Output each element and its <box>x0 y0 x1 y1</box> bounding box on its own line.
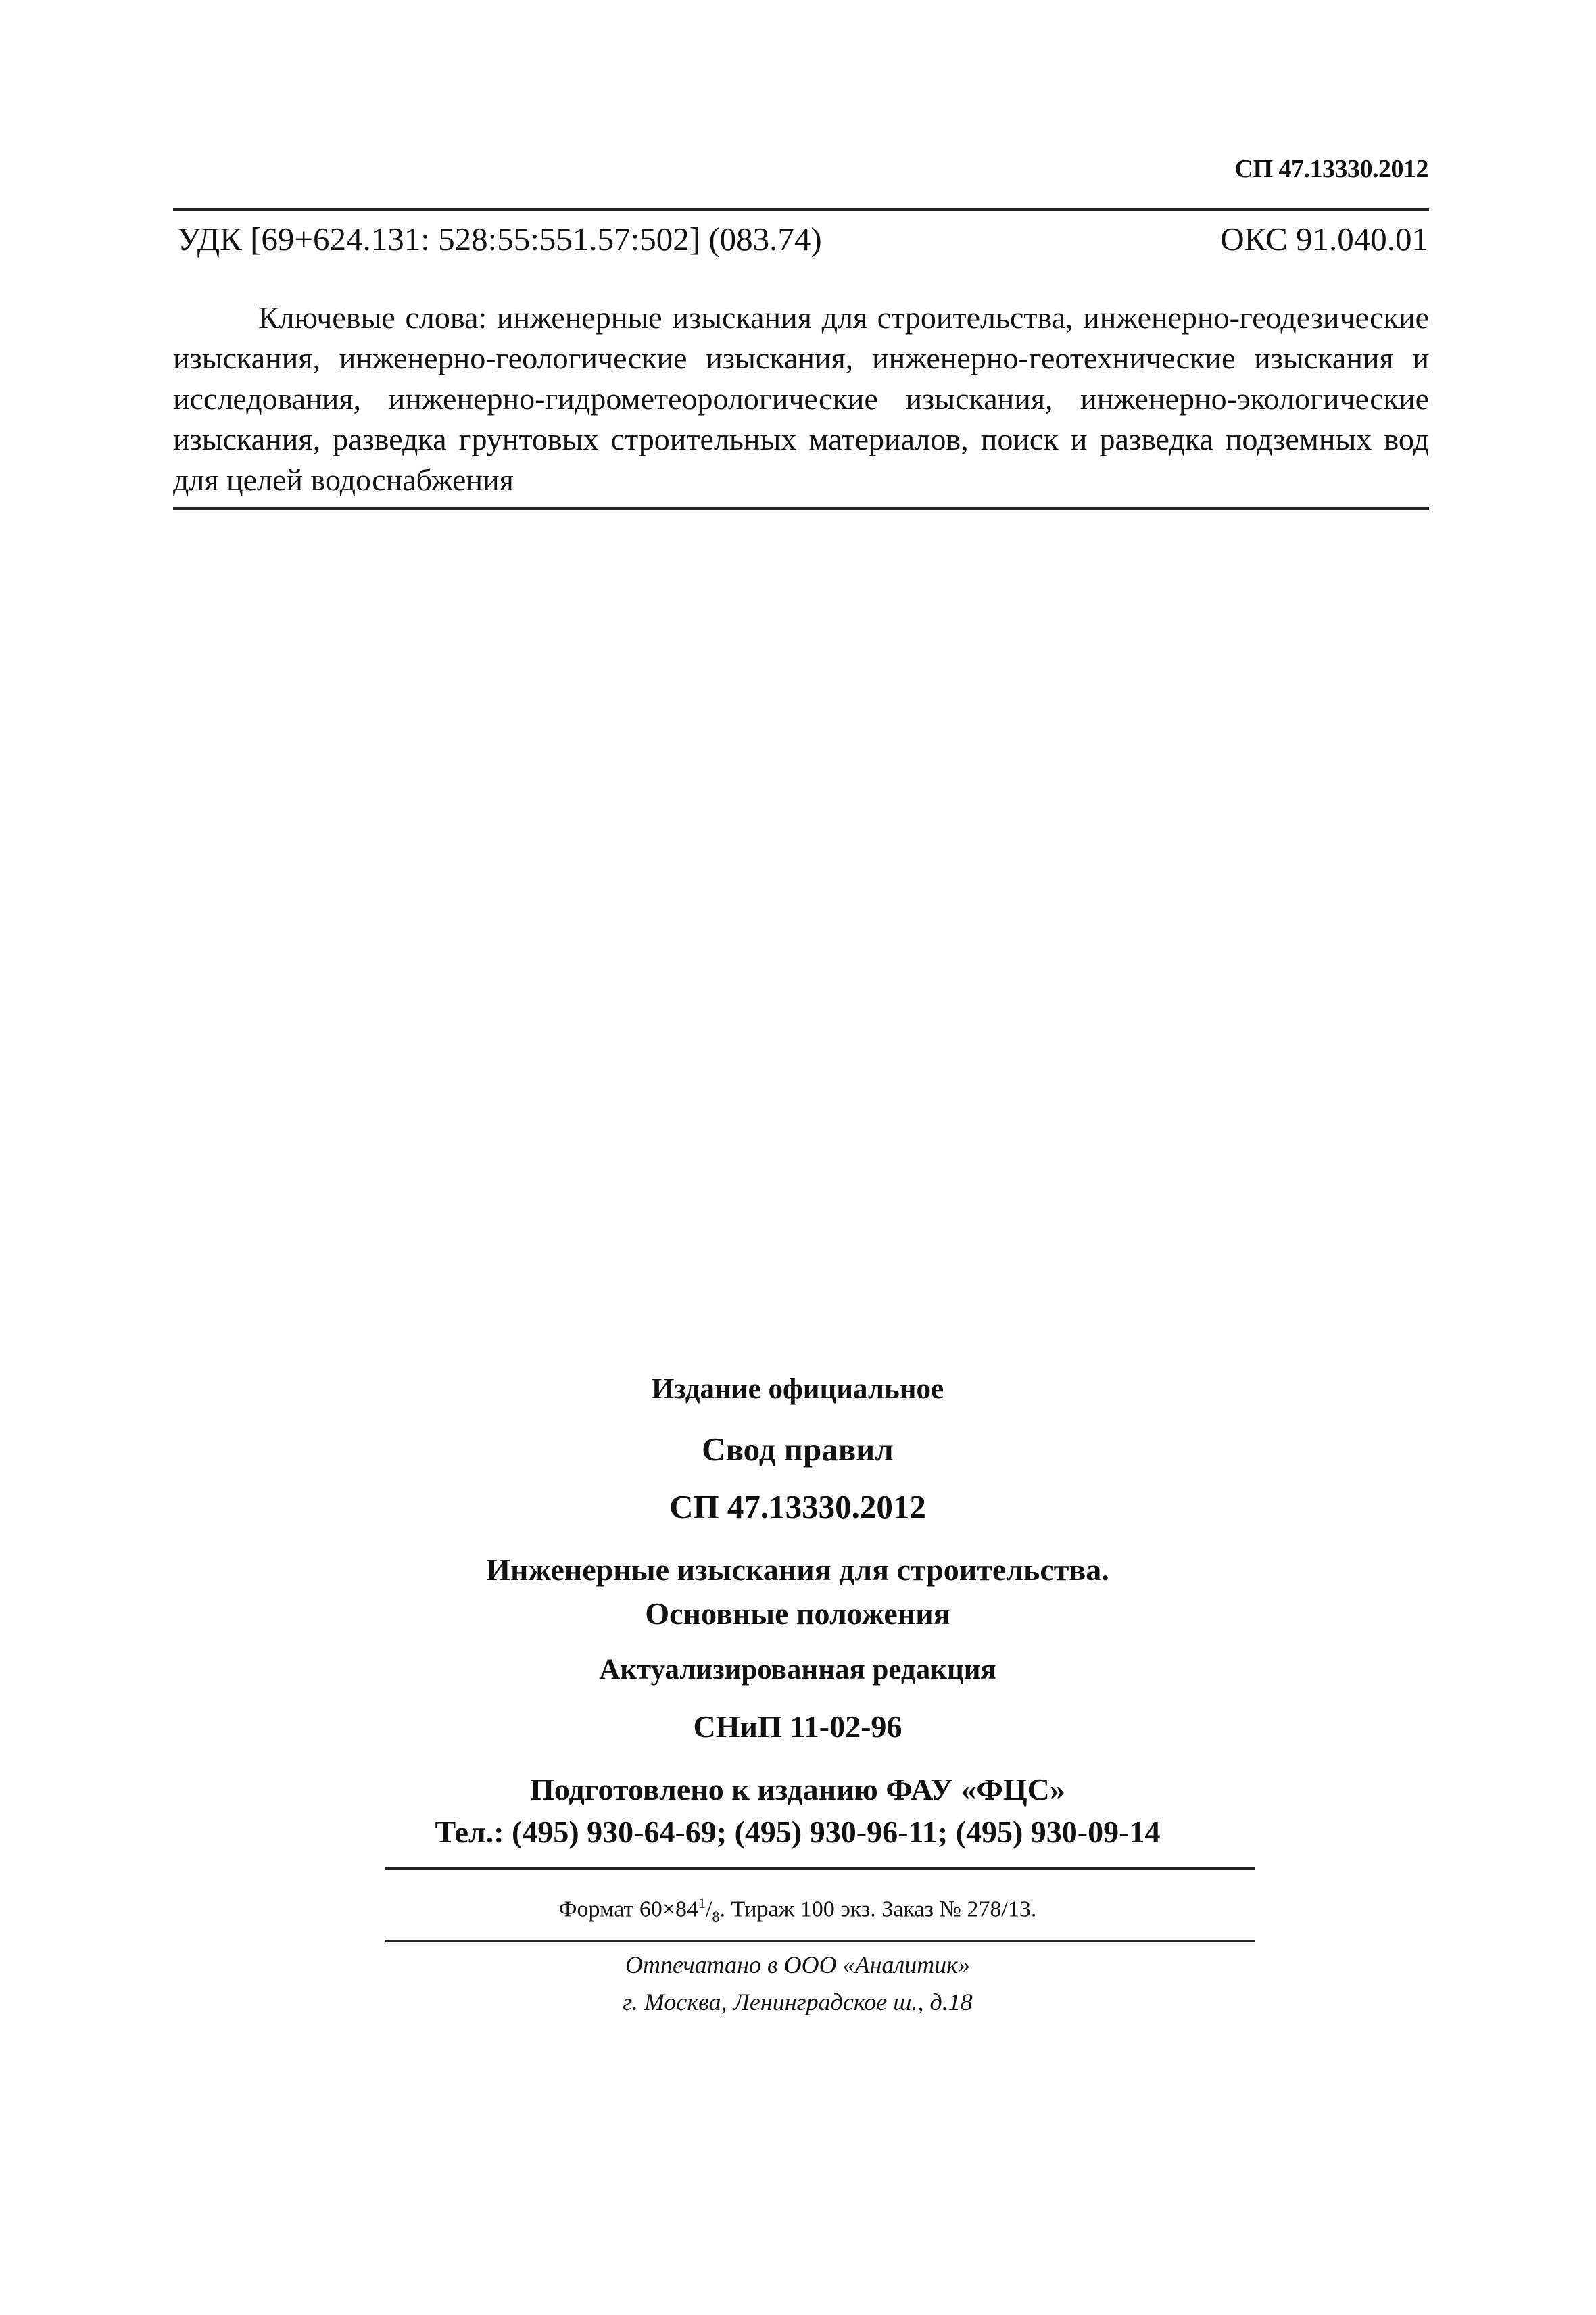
publisher-line: Подготовлено к изданию ФАУ «ФЦС» <box>530 1772 1065 1807</box>
format-slash: / <box>706 1896 712 1922</box>
document-title-line1: Инженерные изыскания для строительства. <box>486 1552 1109 1587</box>
printer-line: Отпечатано в ООО «Аналитик» <box>625 1951 970 1978</box>
imprint-rule-top <box>385 1867 1255 1870</box>
sp-code: СП 47.13330.2012 <box>669 1488 926 1525</box>
keywords-paragraph: Ключевые слова: инженерные изыскания для строительства, инженерно-геодезические изыскания, инженерно-геологические изыскания, инженерно-геотехнические изыскания и исследования, инженерно-гидрометеорологические изыскания, инженерно-экологические изыскания, разведка грунтовых строительных материалов, поиск и разведка подземных вод для целей водоснабжения <box>173 300 1429 497</box>
document-title-line2: Основные положения <box>645 1596 950 1631</box>
publisher-phones: Тел.: (495) 930-64-69; (495) 930-96-11; (495) 930-09-14 <box>435 1815 1161 1849</box>
document-code: СП 47.13330.2012 <box>1234 155 1428 183</box>
edition-label: Издание официальное <box>651 1373 944 1405</box>
format-sub: 8 <box>712 1908 720 1926</box>
format-suffix: . Тираж 100 экз. Заказ № 278/13. <box>719 1896 1037 1922</box>
header-top-rule <box>173 208 1429 211</box>
svod-label: Свод правил <box>702 1431 894 1468</box>
print-format-line <box>284 1894 1311 1926</box>
printer-address: г. Москва, Ленинградское ш., д.18 <box>623 1988 973 2015</box>
format-sup: 1 <box>698 1894 706 1911</box>
format-prefix: Формат 60×84 <box>558 1896 699 1922</box>
actualized-edition-label: Актуализированная редакция <box>599 1654 996 1686</box>
imprint-rule-bottom <box>385 1940 1255 1942</box>
udk-code: УДК [69+624.131: 528:55:551.57:502] (083.74) <box>177 220 822 258</box>
oks-code: ОКС 91.040.01 <box>1220 220 1428 258</box>
snip-code: СНиП 11-02-96 <box>693 1709 902 1744</box>
keywords-bottom-rule <box>173 507 1429 510</box>
